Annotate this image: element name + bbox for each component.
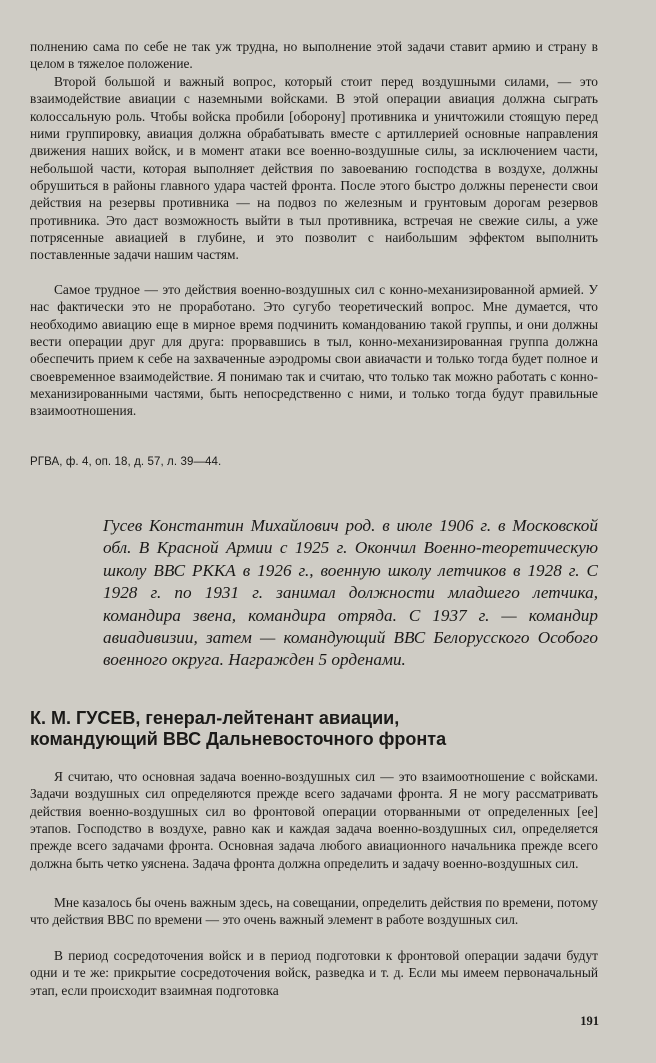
paragraph-concentration-period: В период сосредоточения войск и в период подготовки к фронтовой операции задачи будут одни и те же: прикрытие сосредоточения войск, разведка и т. д. Если мы имеем первоначальный этап, если происходит взаимная подготовка — [30, 948, 598, 998]
archive-source-reference: РГВА, ф. 4, оп. 18, д. 57, л. 39—44. — [30, 456, 222, 468]
paragraph-time-actions: Мне казалось бы очень важным здесь, на совещании, определить действия по времени, потому что действия ВВС по времени — это очень важный элемент в работе воздушных сил. — [30, 895, 598, 928]
heading-author-line: К. М. ГУСЕВ, генерал-лейтенант авиации, — [30, 708, 400, 728]
paragraph-cavalry-mechanized: Самое трудное — это действия военно-воздушных сил с конно-механизированной армией. У нас фактически это не проработано. Это сугубо теоретический вопрос. Мне думается, что необходимо авиацию еще в мирное время подчинить командованию такой группы, и они должны вести операции друг для друга: прорвавшись в тыл, конно-механизированная группа должна обеспечить прием к себе на захваченные аэродромы свои авиачасти и только тогда будет полное и своевременное взаимодействие. Я понимаю так и считаю, что только так можно работать с конно-механизированными частями, быть непосредственно с ними, и только тогда будут правильные взаимоотношения. — [30, 282, 598, 419]
page-number: 191 — [580, 1014, 599, 1028]
paragraph-main-task: Я считаю, что основная задача военно-воздушных сил — это взаимоотношение с войсками. Задачи воздушных сил определяются прежде всего задачами фронта. Я не могу рассматривать действия военно-воздушных сил во фронтовой операции оторванными от определенных [ее] этапов. Господство в воздухе, равно как и каждая задача военно-воздушных сил, определяется прежде всего задачами фронта. Основная задача любого авиационного начальника прежде всего должна быть четко уяснена. Задача фронта должна определить и задачу военно-воздушных сил. — [30, 769, 598, 871]
paragraph-continuation: полнению сама по себе не так уж трудна, но выполнение этой задачи ставит армию и страну в целом в тяжелое положение. — [30, 39, 598, 72]
paragraph-air-ground-interaction: Второй большой и важный вопрос, который стоит перед воздушными силами, — это взаимодействие авиации с наземными войсками. В этой операции авиация должна сыграть колоссальную роль. Чтобы войска пробили [оборону] противника и уничтожили стоящую перед ними группировку, авиация должна обрабатывать вместе с артиллерией основные направления движения наших войск, и в момент атаки все военно-воздушные силы, за исключением части, небольшой части, которая выполняет действия по завоеванию господства в воздухе, должны обрушиться в районы главного удара частей фронта. После этого быстро должны перенести свои действия на резервы противника — на подвоз по железным и грунтовым дорогам резервов противника. Это даст возможность выйти в тыл противника, встречая не свежие силы, а уже потрясенные авиацией в глубине, и это позволит с наибольшим эффектом выполнить поставленные задачи нашим частям. — [30, 74, 598, 263]
heading-position-line: командующий ВВС Дальневосточного фронта — [30, 729, 447, 749]
section-heading — [30, 708, 590, 750]
biographical-note: Гусев Константин Михайлович род. в июле 1906 г. в Московской обл. В Красной Армии с 1925 г. Окончил Военно-теоретическую школу ВВС РККА в 1926 г., военную школу летчиков в 1928 г. С 1928 г. по 1931 г. занимал должности младшего летчика, командира звена, командира отряда. С 1937 г. — командир авиадивизии, затем — командующий ВВС Белорусского Особого военного округа. Награжден 5 орденами. — [103, 516, 598, 670]
